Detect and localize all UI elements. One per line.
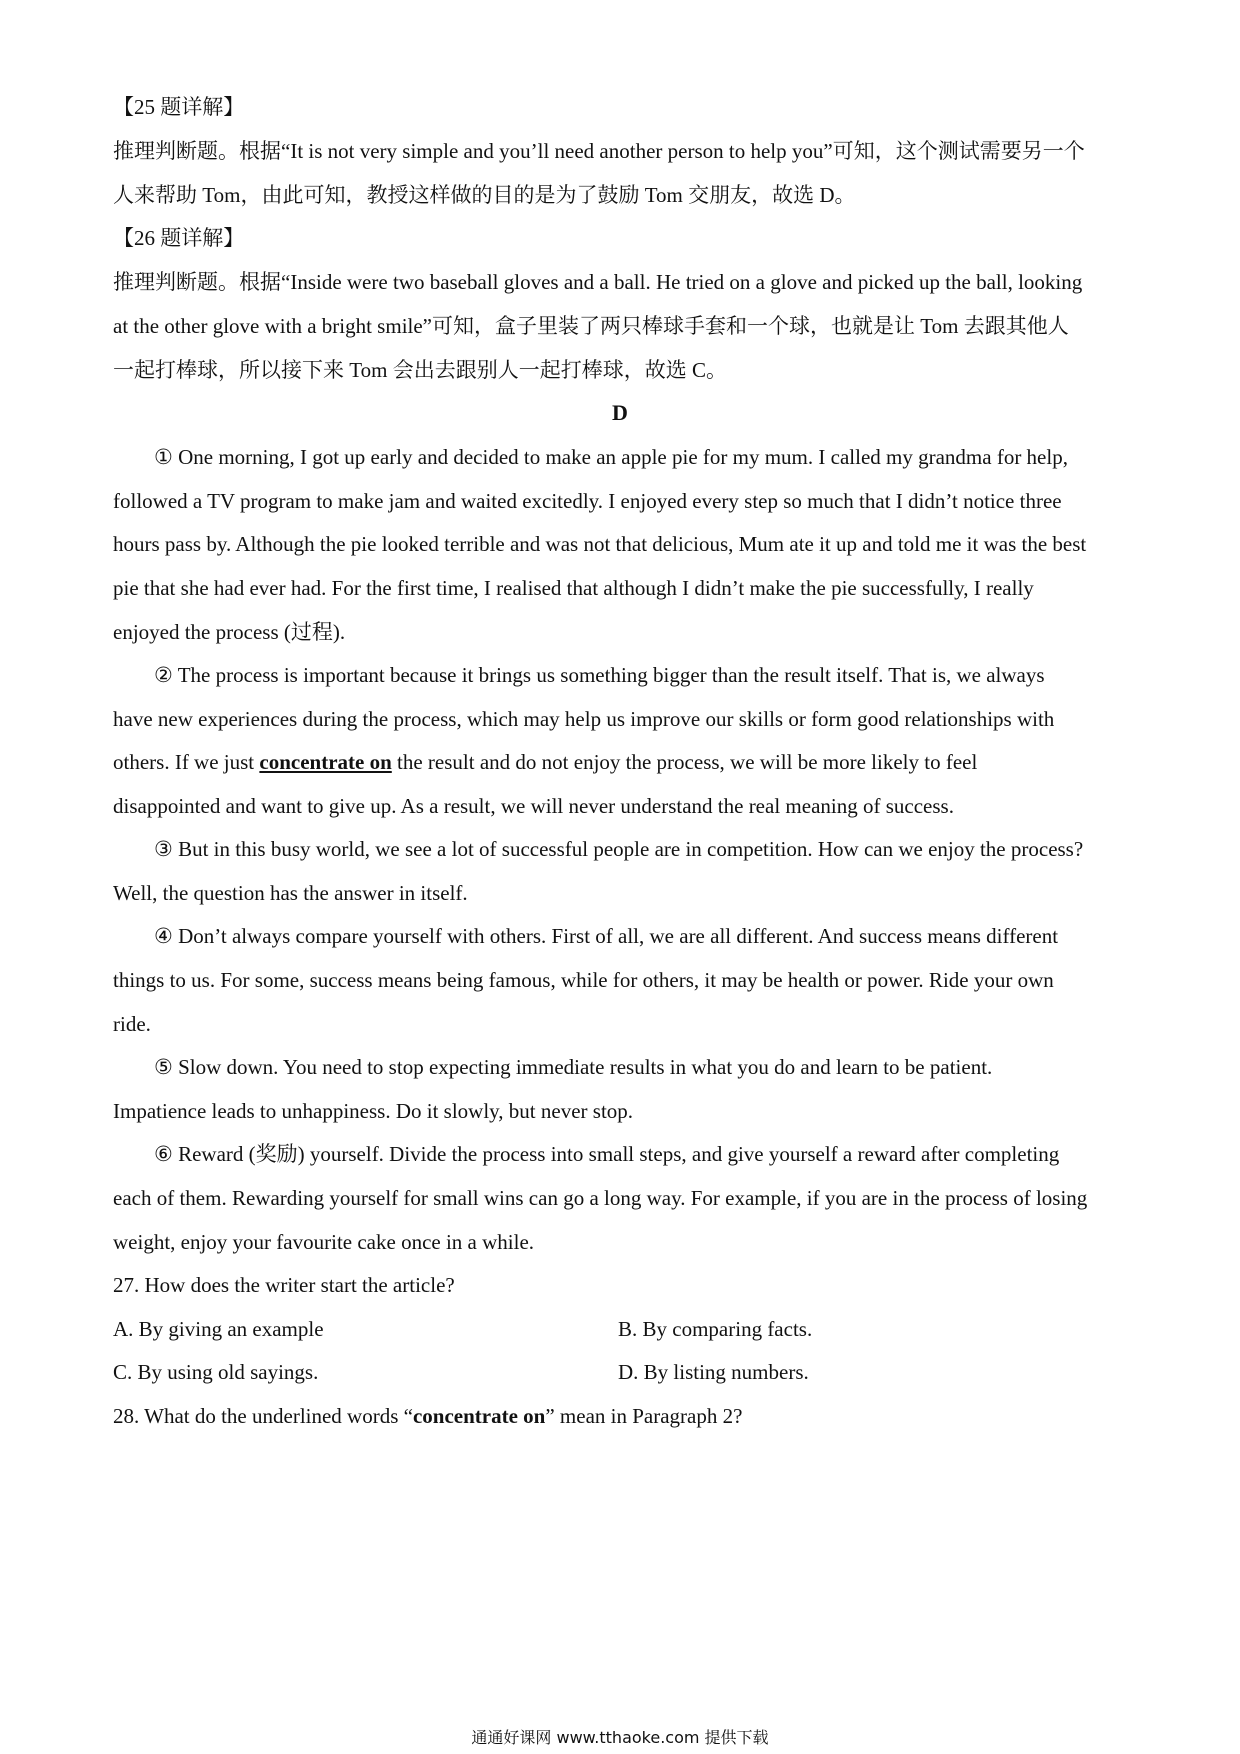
q27-option-b[interactable]: B. By comparing facts. bbox=[618, 1317, 813, 1341]
q27-option-a[interactable]: A. By giving an example bbox=[113, 1317, 324, 1341]
q28-question bbox=[113, 1402, 1133, 1430]
paragraph-2-line-3 bbox=[113, 748, 1133, 776]
paragraph-6-line: ⑥ Reward (奖励) yourself. Divide the process into small steps, and give yourself a reward after completing bbox=[154, 1142, 1060, 1166]
q28-text-after: ” mean in Paragraph 2? bbox=[545, 1404, 743, 1428]
paragraph-5-line: ⑤ Slow down. You need to stop expecting immediate results in what you do and learn to be patient. bbox=[154, 1055, 993, 1079]
q28-bold-phrase: concentrate on bbox=[412, 1404, 546, 1428]
paragraph-4-line: ride. bbox=[113, 1012, 151, 1036]
paragraph-3-line: Well, the question has the answer in itself. bbox=[113, 881, 468, 905]
q26-explanation-line-2: at the other glove with a bright smile”可知，盒子里装了两只棒球手套和一个球，也就是让 Tom 去跟其他人 bbox=[113, 314, 1069, 338]
underlined-phrase: concentrate on bbox=[259, 750, 392, 774]
q27-option-c[interactable]: C. By using old sayings. bbox=[113, 1360, 319, 1384]
paragraph-2-line: ② The process is important because it brings us something bigger than the result itself. That is, we always bbox=[154, 663, 1045, 687]
paragraph-6-line: weight, enjoy your favourite cake once in a while. bbox=[113, 1230, 535, 1254]
paragraph-5-line: Impatience leads to unhappiness. Do it slowly, but never stop. bbox=[113, 1099, 634, 1123]
q27-question: 27. How does the writer start the article? bbox=[113, 1273, 455, 1297]
paragraph-4-line: ④ Don’t always compare yourself with others. First of all, we are all different. And success means different bbox=[154, 924, 1059, 948]
q25-header: 【25 题详解】 bbox=[113, 95, 245, 119]
q25-explanation-line-2: 人来帮助 Tom，由此可知，教授这样做的目的是为了鼓励 Tom 交朋友，故选 D。 bbox=[113, 183, 856, 207]
paragraph-4-line: things to us. For some, success means being famous, while for others, it may be health or power. Ride your own bbox=[113, 968, 1054, 992]
q25-explanation-line-1: 推理判断题。根据“It is not very simple and you’ll need another person to help you”可知，这个测试需要另一个 bbox=[113, 139, 1085, 163]
paragraph-6-line: each of them. Rewarding yourself for small wins can go a long way. For example, if you are in the process of losing bbox=[113, 1186, 1088, 1210]
paragraph-2-line: have new experiences during the process, which may help us improve our skills or form good relationships with bbox=[113, 707, 1055, 731]
paragraph-1-line: followed a TV program to make jam and waited excitedly. I enjoyed every step so much that I didn’t notice three bbox=[113, 489, 1062, 513]
paragraph-1-line: ① One morning, I got up early and decided to make an apple pie for my mum. I called my grandma for help, bbox=[154, 445, 1068, 469]
footer-watermark: 通通好课网 www.tthaoke.com 提供下载 bbox=[471, 1728, 769, 1747]
q28-text-before: 28. What do the underlined words “ bbox=[113, 1404, 413, 1428]
passage-title: D bbox=[612, 400, 628, 425]
q26-explanation-line-1: 推理判断题。根据“Inside were two baseball gloves and a ball. He tried on a glove and picked up the ball, looking bbox=[113, 270, 1083, 294]
paragraph-1-line: pie that she had ever had. For the first time, I realised that although I didn’t make the pie successfully, I really bbox=[113, 576, 1034, 600]
q26-header: 【26 题详解】 bbox=[113, 226, 245, 250]
paragraph-1-line: hours pass by. Although the pie looked terrible and was not that delicious, Mum ate it up and told me it was the best bbox=[113, 532, 1087, 556]
q27-option-d[interactable]: D. By listing numbers. bbox=[618, 1360, 809, 1384]
q26-explanation-line-3: 一起打棒球，所以接下来 Tom 会出去跟别人一起打棒球，故选 C。 bbox=[113, 358, 727, 382]
p2-text-after: the result and do not enjoy the process, we will be more likely to feel bbox=[391, 750, 978, 774]
p2-text-before: others. If we just bbox=[113, 750, 260, 774]
paragraph-2-line: disappointed and want to give up. As a result, we will never understand the real meaning of success. bbox=[113, 794, 954, 818]
paragraph-3-line: ③ But in this busy world, we see a lot of successful people are in competition. How can we enjoy the process? bbox=[154, 837, 1084, 861]
paragraph-1-line: enjoyed the process (过程). bbox=[113, 620, 346, 644]
